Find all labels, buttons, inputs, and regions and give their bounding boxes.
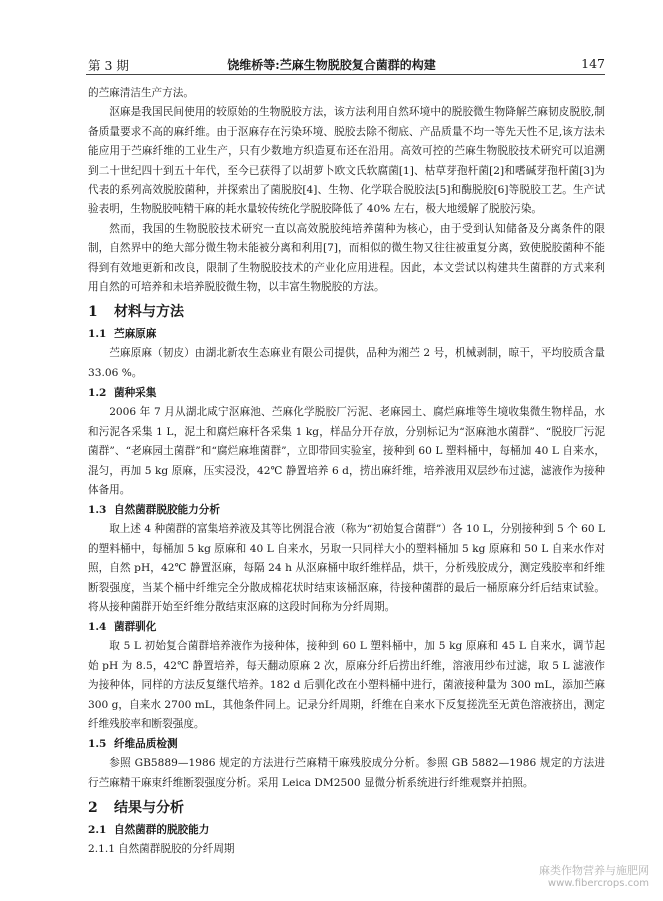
subsection-title: 菌群驯化	[114, 621, 157, 634]
page-number: 147	[581, 56, 605, 71]
subsection-title: 纤维品质检测	[114, 738, 178, 751]
subsection-heading-2-1	[88, 821, 605, 840]
header-rule	[86, 74, 605, 75]
watermark-site-name: 麻类作物营养与施肥网	[539, 864, 649, 877]
subsection-number: 2.1	[88, 824, 107, 837]
subsubsection-number: 2.1.1	[88, 843, 115, 856]
section-title: 材料与方法	[114, 304, 184, 321]
subsection-heading-1-1	[88, 325, 605, 344]
paragraph-degumming-analysis: 取上述 4 种菌群的富集培养液及其等比例混合液（称为“初始复合菌群”）各 10 L，分别接种到 5 个 60 L 的塑料桶中，每桶加 5 kg 原麻和 40 L 自来水，另取一只同样大小的塑料桶加 5 kg 原麻和 50 L 自来水作对照，自然 pH，42℃ 静置沤麻，每隔 24 h 从沤麻桶中取纤维样品，烘干，分析残胶成分，测定残胶率和纤维断裂强度，当某个桶中纤维完全分散成棉花状时结束该桶沤麻，待接种菌群的最后一桶原麻分纤后结束试验。将从接种菌群开始至纤维分散结束沤麻的这段时间称为分纤周期。	[88, 523, 605, 613]
subsection-title: 菌种采集	[114, 387, 157, 400]
section-number: 1	[88, 304, 98, 321]
section-heading-1	[88, 301, 605, 323]
paragraph-domestication: 取 5 L 初始复合菌群培养液作为接种体，接种到 60 L 塑料桶中，加 5 kg 原麻和 45 L 自来水，调节起始 pH 为 8.5，42℃ 静置培养，每天翻动原麻 2 次，原麻分纤后捞出纤维，溶液用纱布过滤，取 5 L 滤液作为接种体，同样的方法反复继代培养。182 d 后驯化改在小塑料桶中进行，菌液接种量为 300 mL，添加苎麻 300 g，自来水 2700 mL，其他条件同上。记录分纤周期，纤维在自来水下反复搓洗至无黄色溶液挤出，测定纤维残胶率和断裂强度。	[88, 640, 605, 730]
subsection-number: 1.5	[88, 738, 107, 751]
section-number: 2	[88, 800, 98, 817]
subsection-title: 自然菌群脱胶能力分析	[114, 504, 220, 517]
subsubsection-title: 自然菌群脱胶的分纤周期	[118, 843, 235, 856]
subsection-number: 1.4	[88, 621, 107, 634]
paragraph-fiber-quality: 参照 GB5889—1986 规定的方法进行苎麻精干麻残胶成分分析。参照 GB 5882—1986 规定的方法进行苎麻精干麻束纤维断裂强度分析。采用 Leica DM2500 显微分析系统进行纤维观察并拍照。	[88, 757, 605, 789]
subsection-number: 1.1	[88, 328, 107, 341]
paragraph-strain-collection: 2006 年 7 月从湖北咸宁沤麻池、苎麻化学脱胶厂污泥、老麻园土、腐烂麻堆等生境收集微生物样品，水和污泥各采集 1 L，泥土和腐烂麻杆各采集 1 kg，样品分开存放，分别标记为“沤麻池水菌群”、“脱胶厂污泥菌群”、“老麻园土菌群”和“腐烂麻堆菌群”，立即带回实验室，接种到 60 L 塑料桶中，每桶加 40 L 自来水，混匀，再加 5 kg 原麻，压实浸没，42℃ 静置培养 6 d，捞出麻纤维，培养液用双层纱布过滤，滤液作为接种体备用。	[88, 406, 605, 496]
subsection-heading-1-2	[88, 384, 605, 403]
subsection-title: 苎麻原麻	[114, 328, 157, 341]
article-body	[88, 84, 605, 859]
watermark-url: www.fibercrops.com	[547, 878, 649, 889]
subsection-number: 1.3	[88, 504, 107, 517]
subsubsection-heading-2-1-1	[88, 840, 605, 859]
paragraph-retting-intro: 沤麻是我国民间使用的较原始的生物脱胶方法，该方法利用自然环境中的脱胶微生物降解苎麻韧皮脱胶,制备质量要求不高的麻纤维。由于沤麻存在污染环境、脱胶去除不彻底、产品质量不均一等先天性不足,该方法未能应用于苎麻纤维的工业生产，只有少数地方织造夏布还在沿用。高效可控的苎麻生物脱胶技术研究可以追溯到二十世纪四十到五十年代，至今已获得了以胡萝卜欧文氏软腐菌[1]、枯草芽孢杆菌[2]和嗜碱芽孢杆菌[3]为代表的系列高效脱胶菌种，并探索出了菌脱胶[4]、生物、化学联合脱胶法[5]和酶脱胶[6]等脱胶工艺。生产试验表明，生物脱胶吨精干麻的耗水量较传统化学脱胶降低了 40% 左右，极大地缓解了脱胶污染。	[88, 106, 605, 216]
section-title: 结果与分析	[114, 800, 184, 817]
paragraph-raw-ramie: 苎麻原麻（韧皮）由湖北新农生态麻业有限公司提供，品种为湘苎 2 号，机械剥制，晾干，平均胶质含量 33.06 %。	[88, 347, 605, 379]
subsection-heading-1-3	[88, 501, 605, 520]
paragraph-continuation: 的苎麻清洁生产方法。	[88, 87, 194, 99]
issue-number: 第 3 期	[88, 58, 129, 73]
subsection-number: 1.2	[88, 387, 107, 400]
section-heading-2	[88, 797, 605, 819]
running-title: 饶维桥等:苎麻生物脱胶复合菌群的构建	[227, 58, 436, 72]
subsection-heading-1-4	[88, 618, 605, 637]
subsection-heading-1-5	[88, 735, 605, 754]
paragraph-motivation: 然而，我国的生物脱胶技术研究一直以高效脱胶纯培养菌种为核心，由于受到认知储备及分离条件的限制，自然界中的绝大部分微生物未能被分离和利用[7]，而相似的微生物又往往被重复分离，致使脱胶菌种不能得到有效地更新和改良，限制了生物脱胶技术的产业化应用进程。因此，本文尝试以构建共生菌群的方式来利用自然的可培养和未培养脱胶微生物，以丰富生物脱胶的方法。	[88, 222, 605, 294]
subsection-title: 自然菌群的脱胶能力	[114, 824, 210, 837]
